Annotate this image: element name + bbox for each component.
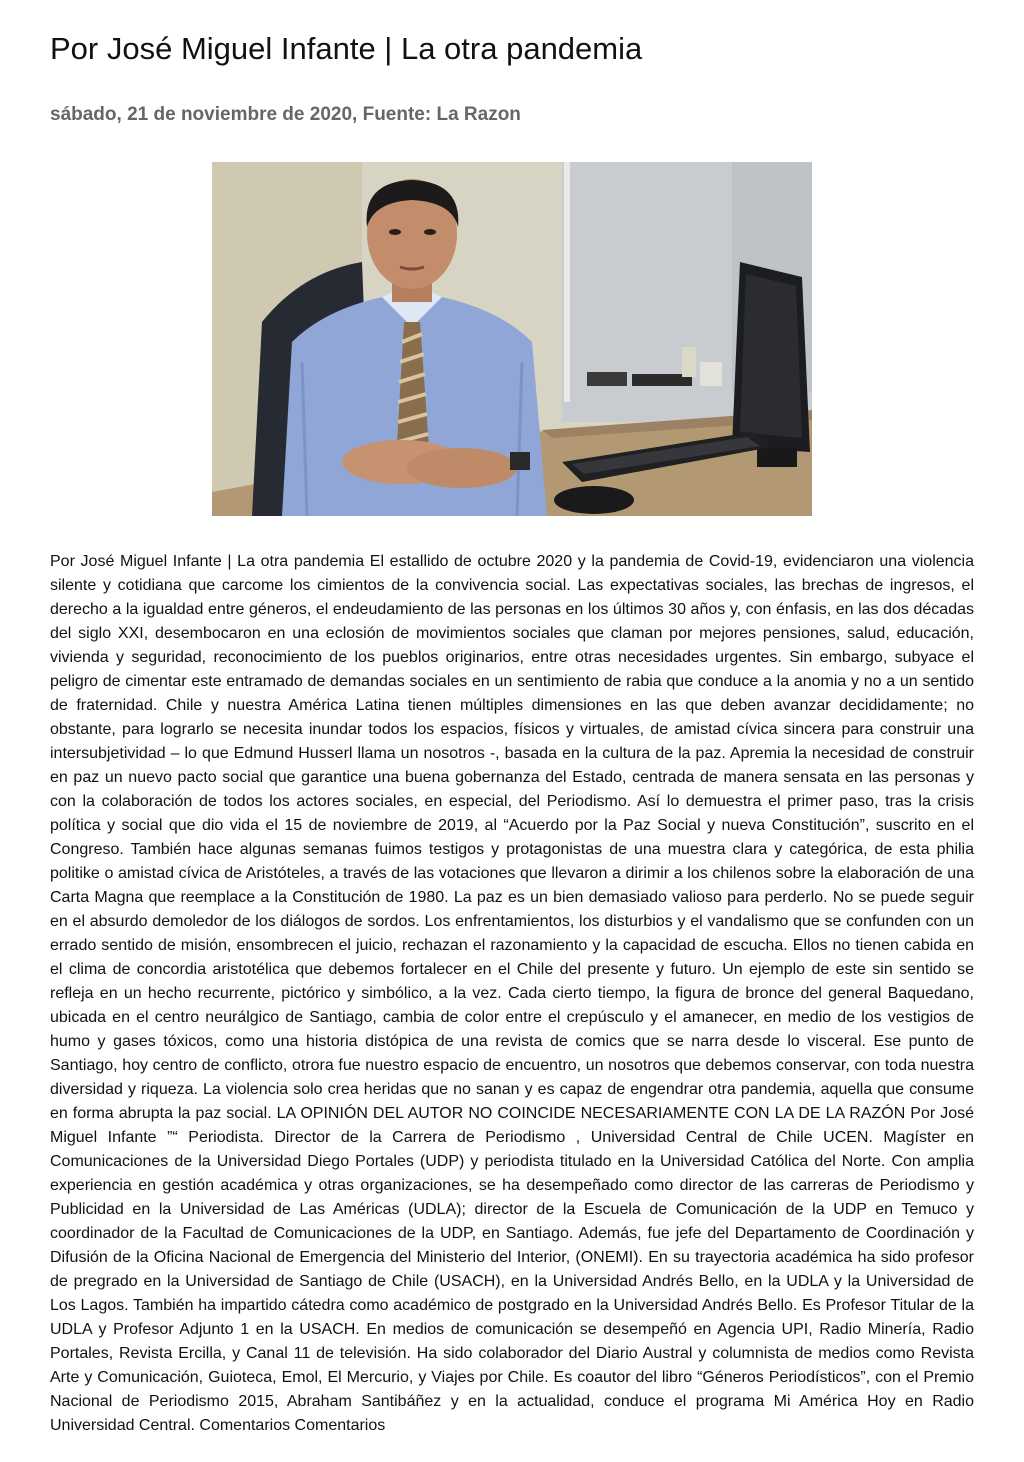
article-date-source: sábado, 21 de noviembre de 2020, Fuente: La Razon [50, 104, 521, 125]
article-title: Por José Miguel Infante | La otra pandemia [50, 31, 643, 66]
article [50, 0, 974, 1438]
article-body: Por José Miguel Infante | La otra pandemia El estallido de octubre 2020 y la pandemia de Covid-19, evidenciaron una violencia silente y cotidiana que carcome los cimientos de la convivencia social. Las expectativas sociales, las brechas de ingresos, el derecho a la igualdad entre géneros, el endeudamiento de las personas en los últimos 30 años y, con énfasis, en las dos décadas del siglo XXI, desembocaron en una eclosión de movimientos sociales que claman por mejores pensiones, salud, educación, vivienda y seguridad, reconocimiento de los pueblos originarios, entre otras necesidades urgentes. Sin embargo, subyace el peligro de cimentar este entramado de demandas sociales en un sentimiento de rabia que conduce a la anomia y no a un sentido de fraternidad. Chile y nuestra América Latina tienen múltiples dimensiones en las que deben avanzar decididamente; no obstante, para lograrlo se necesita inundar todos los espacios, físicos y virtuales, de amistad cívica sincera para construir una intersubjetividad – lo que Edmund Husserl llama un nosotros -, basada en la cultura de la paz. Apremia la necesidad de construir en paz un nuevo pacto social que garantice una buena gobernanza del Estado, centrada de manera sensata en las personas y con la colaboración de todos los actores sociales, en especial, del Periodismo. Así lo demuestra el primer paso, tras la crisis política y social que dio vida el 15 de noviembre de 2019, al “Acuerdo por la Paz Social y nueva Constitución”, suscrito en el Congreso. También hace algunas semanas fuimos testigos y protagonistas de una muestra clara y categórica, de esta philia politike o amistad cívica de Aristóteles, a través de las votaciones que llevaron a dirimir a los chilenos sobre la elaboración de una Carta Magna que reemplace a la Constitución de 1980. La paz es un bien demasiado valioso para perderlo. No se puede seguir en el absurdo demoledor de los diálogos de sordos. Los enfrentamientos, los disturbios y el vandalismo que se confunden con un errado sentido de misión, ensombrecen el juicio, rechazan el razonamiento y la capacidad de escucha. Ellos no tienen cabida en el clima de concordia aristotélica que debemos fortalecer en el Chile del presente y futuro. Un ejemplo de este sin sentido se refleja en un hecho recurrente, pictórico y simbólico, a la vez. Cada cierto tiempo, la figura de bronce del general Baquedano, ubicada en el centro neurálgico de Santiago, cambia de color entre el crepúsculo y el amanecer, en medio de los vestigios de humo y gases tóxicos, como una historia distópica de una revista de comics que se narra desde lo visceral. Ese punto de Santiago, hoy centro de conflicto, otrora fue nuestro espacio de encuentro, un nosotros que debemos conservar, con toda nuestra diversidad y riqueza. La violencia solo crea heridas que no sanan y es capaz de engendrar otra pandemia, aquella que consume en forma abrupta la paz social. LA OPINIÓN DEL AUTOR NO COINCIDE NECESARIAMENTE CON LA DE LA RAZÓN Por José Miguel Infante ”“ Periodista. Director de la Carrera de Periodismo , Universidad Central de Chile UCEN. Magíster en Comunicaciones de la Universidad Diego Portales (UDP) y periodista titulado en la Universidad Católica del Norte. Con amplia experiencia en gestión académica y otras organizaciones, se ha desempeñado como director de las carreras de Periodismo y Publicidad en la Universidad de Las Américas (UDLA); director de la Escuela de Comunicación de la UDP en Temuco y coordinador de la Facultad de Comunicaciones de la UDP, en Santiago. Además, fue jefe del Departamento de Coordinación y Difusión de la Oficina Nacional de Emergencia del Ministerio del Interior, (ONEMI). En su trayectoria académica ha sido profesor de pregrado en la Universidad de Santiago de Chile (USACH), en la Universidad Andrés Bello, en la UDLA y la Universidad de Los Lagos. También ha impartido cátedra como académico de postgrado en la Universidad Andrés Bello. Es Profesor Titular de la UDLA y Profesor Adjunto 1 en la USACH. En medios de comunicación se desempeñó en Agencia UPI, Radio Minería, Radio Portales, Revista Ercilla, y Canal 11 de televisión. Ha sido colaborador del Diario Austral y columnista de medios como Revista Arte y Comunicación, Guioteca, Emol, El Mercurio, y Viajes por Chile. Es coautor del libro “Géneros Periodísticos”, con el Premio Nacional de Periodismo 2015, Abraham Santibáñez y en la actualidad, conduce el programa Mi América Hoy en Radio Universidad Central. Comentarios Comentarios [50, 553, 974, 1434]
portrait-photo-icon [212, 162, 812, 516]
article-photo [212, 162, 812, 516]
